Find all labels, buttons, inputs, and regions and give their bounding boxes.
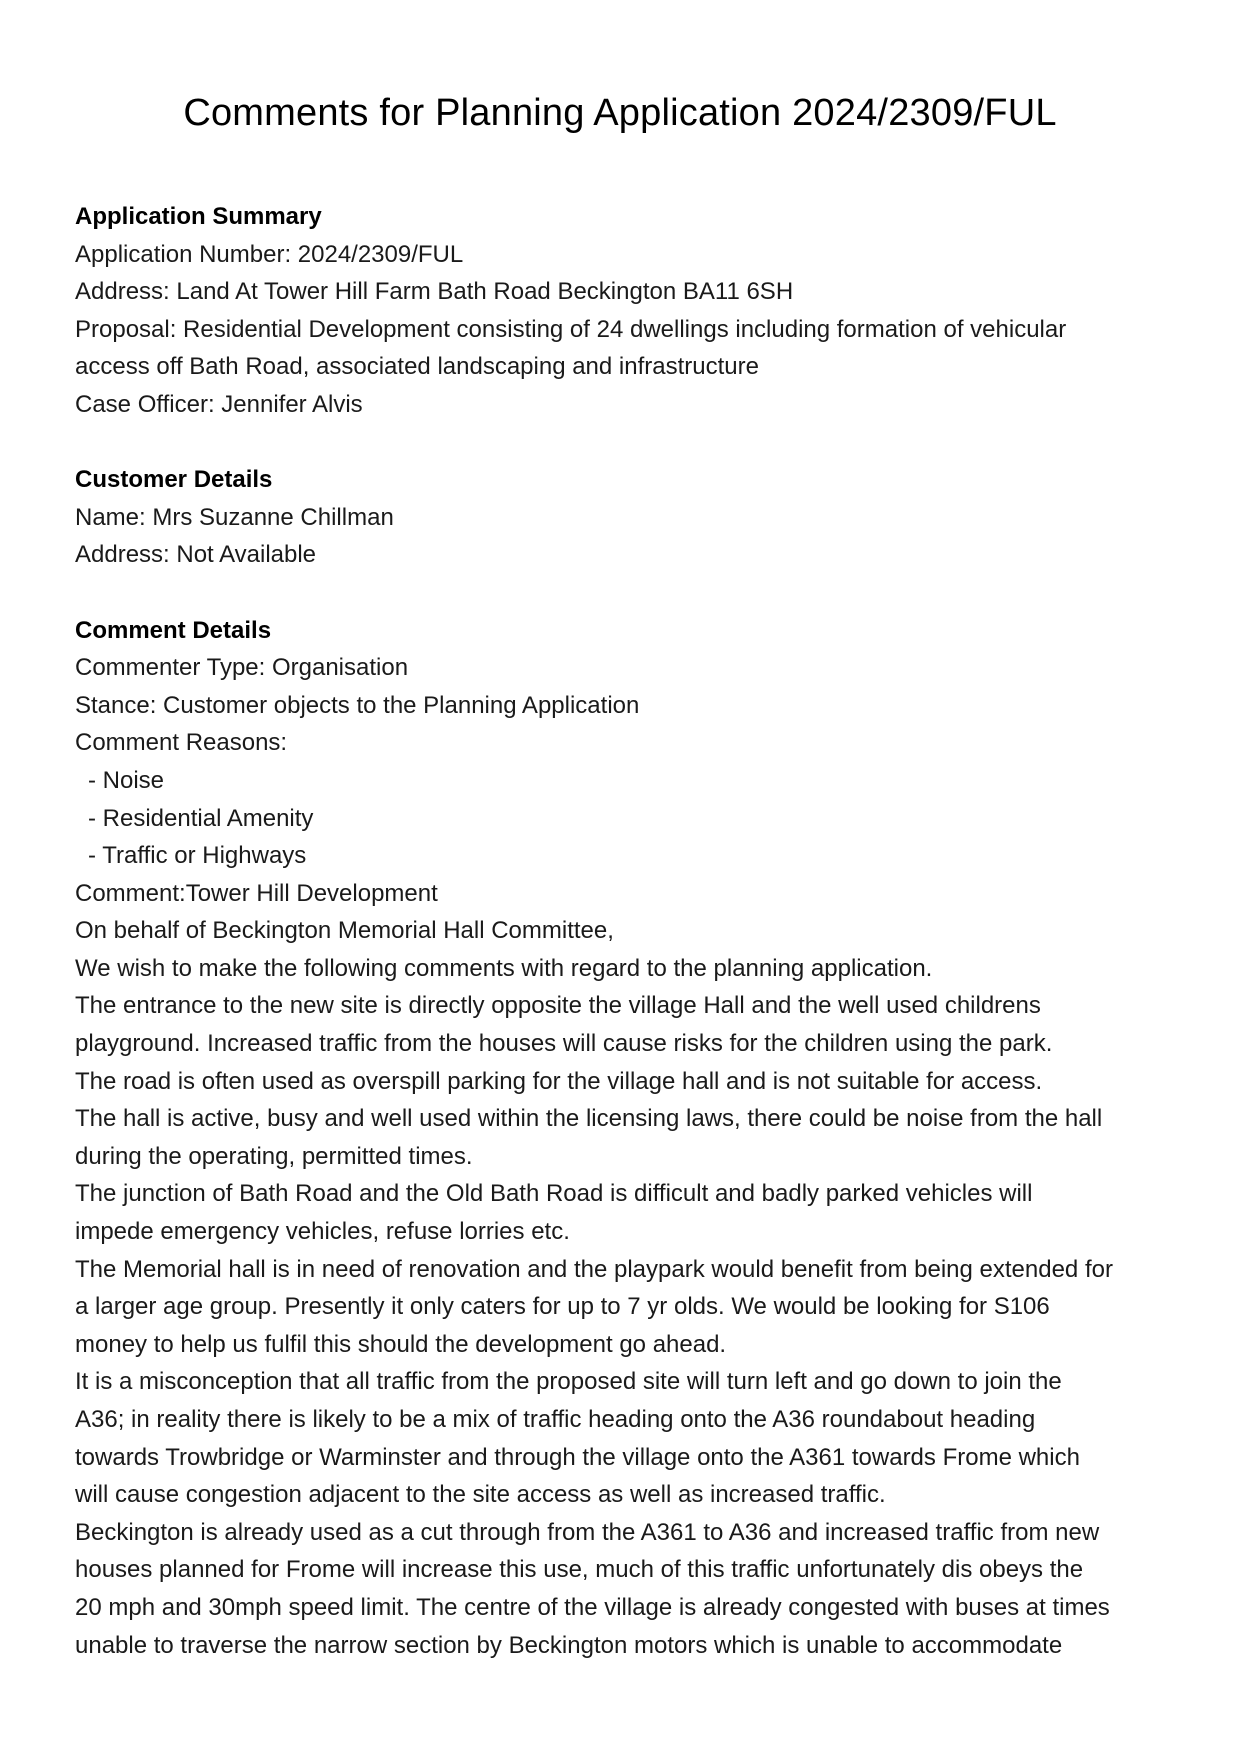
comment-line: We wish to make the following comments with regard to the planning application. [75, 954, 933, 982]
comment-line: Beckington is already used as a cut through from the A361 to A36 and increased traffic from new [75, 1518, 1100, 1546]
comment-line: The road is often used as overspill parking for the village hall and is not suitable for access. [75, 1067, 1043, 1095]
stance: Stance: Customer objects to the Planning Application [75, 691, 640, 719]
comment-details-section [75, 612, 1175, 1665]
application-address: Address: Land At Tower Hill Farm Bath Road Beckington BA11 6SH [75, 278, 794, 306]
case-officer: Case Officer: Jennifer Alvis [75, 390, 363, 418]
comment-line: The hall is active, busy and well used within the licensing laws, there could be noise from the hall [75, 1105, 1103, 1133]
proposal-line: access off Bath Road, associated landscaping and infrastructure [75, 353, 759, 381]
comment-line: houses planned for Frome will increase this use, much of this traffic unfortunately dis obeys the [75, 1556, 1084, 1584]
customer-details-section [75, 461, 1175, 574]
comment-line: Comment:Tower Hill Development [75, 879, 438, 907]
comment-line: money to help us fulfil this should the development go ahead. [75, 1330, 727, 1358]
comment-line: playground. Increased traffic from the houses will cause risks for the children using the park. [75, 1030, 1053, 1058]
comment-reason-item: - Noise [88, 766, 165, 794]
comment-line: The entrance to the new site is directly opposite the village Hall and the well used childrens [75, 992, 1041, 1020]
comment-line: A36; in reality there is likely to be a mix of traffic heading onto the A36 roundabout heading [75, 1406, 1036, 1433]
document-body [75, 198, 1175, 1664]
application-number: Application Number: 2024/2309/FUL [75, 240, 464, 268]
comment-line: unable to traverse the narrow section by Beckington motors which is unable to accommodate [75, 1631, 1063, 1659]
comment-details-heading: Comment Details [75, 616, 272, 644]
application-summary-heading: Application Summary [75, 203, 322, 230]
section-spacer [75, 574, 1175, 612]
comment-line: impede emergency vehicles, refuse lorries etc. [75, 1218, 570, 1246]
comment-reasons-label: Comment Reasons: [75, 729, 288, 757]
comment-line: towards Trowbridge or Warminster and through the village onto the A361 towards Frome which [75, 1443, 1080, 1471]
comment-line: The junction of Bath Road and the Old Bath Road is difficult and badly parked vehicles will [75, 1180, 1033, 1208]
comment-reason-item: - Traffic or Highways [88, 842, 307, 870]
section-spacer [75, 424, 1175, 462]
comment-text [75, 875, 1175, 1664]
application-summary-section [75, 198, 1175, 424]
page-title: Comments for Planning Application 2024/2309/FUL [183, 92, 1057, 134]
comment-line: On behalf of Beckington Memorial Hall Committee, [75, 917, 614, 945]
comment-line: during the operating, permitted times. [75, 1142, 473, 1170]
customer-details-heading: Customer Details [75, 466, 273, 494]
proposal-line: Proposal: Residential Development consisting of 24 dwellings including formation of vehicular [75, 315, 1067, 343]
comment-line: will cause congestion adjacent to the site access as well as increased traffic. [75, 1481, 886, 1509]
comment-line: 20 mph and 30mph speed limit. The centre of the village is already congested with buses at times [75, 1593, 1110, 1621]
comment-line: a larger age group. Presently it only caters for up to 7 yr olds. We would be looking for S106 [75, 1293, 1050, 1321]
comment-line: It is a misconception that all traffic from the proposed site will turn left and go down to join the [75, 1368, 1062, 1396]
comment-line: The Memorial hall is in need of renovation and the playpark would benefit from being extended for [75, 1255, 1113, 1283]
comment-reason-item: - Residential Amenity [88, 804, 314, 832]
commenter-type: Commenter Type: Organisation [75, 654, 409, 682]
customer-address: Address: Not Available [75, 541, 317, 569]
customer-name: Name: Mrs Suzanne Chillman [75, 503, 394, 531]
